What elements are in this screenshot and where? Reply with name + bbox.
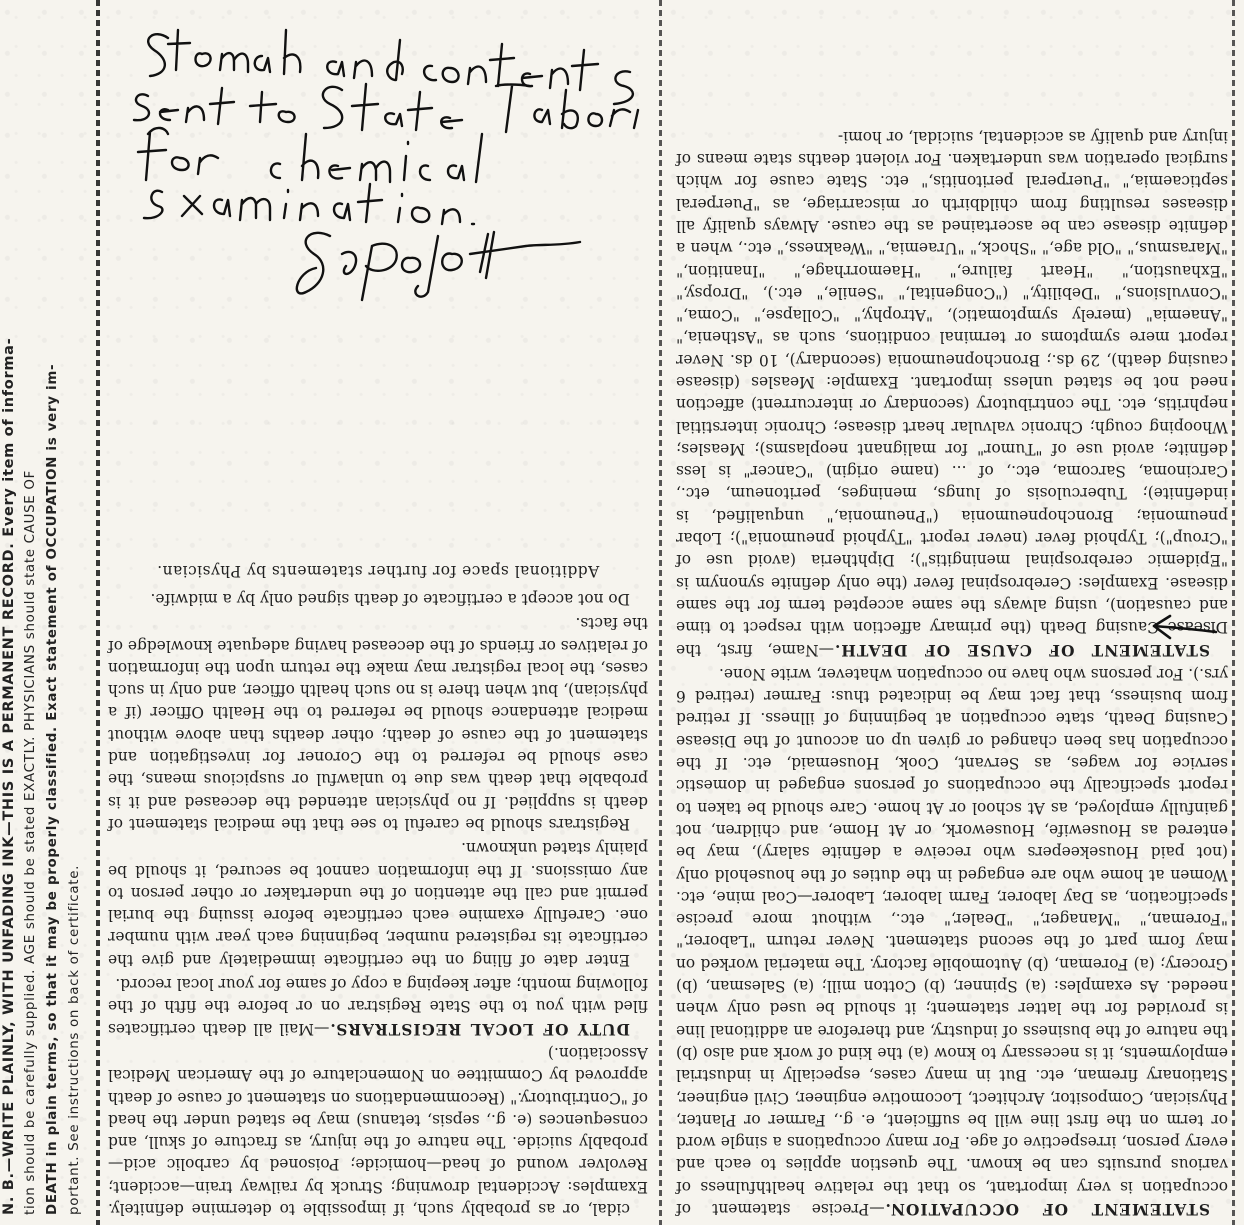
margin-line-1: N. B.—WRITE PLAINLY, WITH UNFADING INK—THIS IS A PERMANENT RECORD. Every item of informa- (1, 337, 17, 1215)
duty-text: —Mail all death certificates filed with you to the State Registrar on or before the fifth of the following month; after keeping a copy of same for your local record. (108, 975, 648, 1038)
medical-statement-instructions: Registrars should be careful to see that the medical statement of death is supplied. If no physician attended the deceased and it is probable that death was due to unlawful or suspicious means, the case should be referred to the Coroner for investigation and statement of the cause of death; other deaths than above without medical attendance should be referred to the Health Officer (if a physician), but when there is no such health officer, and only in such cases, the local registrar may make the return upon the information of relatives or friends of the deceased having adequate knowledge of the facts. (108, 614, 648, 833)
filing-instructions: Enter date of filing on the certificate immediately and give the certificate its registered number, beginning each year with number one. Carefully examine each certificate before issuing the burial permit and call the attention of the undertaker or other person to any omissions. If the information cannot be secured, it should be plainly stated unknown. (108, 839, 648, 969)
margin-line-4: portant. See instructions on back of certificate. (67, 864, 82, 1215)
occupation-and-cause-column (676, 80, 1228, 1220)
handdrawn-arrow-icon (1140, 610, 1220, 650)
cause-paragraph (676, 125, 1228, 660)
margin-line-3: DEATH in plain terms, so that it may be properly classified. Exact statement of OCCUPATION is very im- (45, 363, 60, 1215)
margin-instructions (0, 0, 96, 1225)
occupation-text: —Precise statement of occupation is very important, so that the relative healthfulness of various pursuits can be known. The question applies to each and every person, irrespective of age. For many occupations a single word or term on the first line will be sufficient, e. g., Farmer or Planter, Physician, Compositor, Architect, Locomotive engineer, Civil engineer, Stationary fireman, etc. But in many cases, especially in industrial employments, it is necessary to know (a) the kind of work and also (b) the nature of the business of industry, and therefore an additional line is provided for the latter statement; it should be used only when needed. As examples: (a) Spinner, (b) Cotton mill; (a) Salesman, (b) Grocery; (a) Foreman, (b) Automobile factory. The material worked on may form part of the second statement. Never return "Laborer," "Foreman," "Manager," "Dealer," etc., without more precise specification, as Day laborer, Farm laborer, Laborer—Coal mine, etc. Women at home who are engaged in the duties of the household only (not paid Housekeepers who receive a definite salary), may be entered as Housewife, Housework, or At Home, and children, not gainfully employed, as At school or At home. Care should be taken to report specifically the occupations of persons engaged in domestic service for wages, as Servant, Cook, Housemaid, etc. If the occupation has been changed or given up on account of the Disease Causing Death, state occupation at beginning of illness. If retired from business, that fact may be indicated thus: Farmer (retired 6 yrs.). For persons who have no occupation whatever, write None. (676, 664, 1228, 1218)
margin-line-2: tion should be carefully supplied. AGE should be stated EXACTLY. PHYSICIANS should state CAUSE OF (23, 469, 38, 1215)
fold-line-left (96, 0, 100, 1225)
occupation-heading: STATEMENT OF OCCUPATION. (884, 1200, 1210, 1218)
fold-line-middle (659, 0, 662, 1225)
cause-text: —Name, first, the Disease Causing Death (the primary affection with respect to time and causation), using always the same accepted term for the same disease. Examples: Cerebrospinal fever (the only definite synonym is "Epidemic cerebrospinal meningitis"); Diphtheria (avoid use of "Croup"); Typhoid fever (never report "Typhoid pneumonia"); Lobar pneumonia; Bronchopneumonia ("Pneumonia," unqualified, is indefinite); Tuberculosis of lungs, meninges, peritoneum, etc., Carcinoma, Sarcoma, etc., of ... (name origin) "Cancer" is less definite; avoid use of "Tumor" for malignant neoplasms); Measles; Whooping cough; Chronic valvular heart disease; Chronic interstitial nephritis, etc. The contributory (secondary or intercurrent) affection need not be stated unless important. Example: Measles (disease causing death), 29 ds.; Bronchopneumonia (secondary), 10 ds. Never report mere symptoms or terminal conditions, such as "Asthenia," "Anaemia" (merely symptomatic), "Atrophy," "Collapse," "Coma," "Convulsions," "Debility," ("Congenital," "Senile," etc.), "Dropsy," "Exhaustion," "Heart failure," "Haemorrhage," "Inanition," "Marasmus," "Old age," "Shock," "Uraemia," "Weakness," etc., when a definite disease can be ascertained as the cause. Always qualify all diseases resulting from childbirth or miscarriage, as "Puerperal septicaemia," "Puerperal peritonitis," etc. State cause for which surgical operation was undertaken. For violent deaths state means of injury and qualify as accidental, suicidal, or homi- (676, 127, 1228, 659)
cause-examples-continued: cidal, or as probably such, if impossible to determine definitely. Examples: Accidental drowning; Struck by railway train—accident; Revolver wound of head—homicide; Poisoned by carbolic acid—probably suicide. The nature of the injury, as fracture of skull, and consequences (e. g., sepsis, tetanus) may be stated under the head of "Contributory." (Recommendations on statement of cause of death approved by Committee on Nomenclature of the American Medical Association.) (108, 1043, 648, 1218)
margin-instructions-text (0, 95, 86, 1215)
midwife-rule: Do not accept a certificate of death signed only by a midwife. (150, 589, 630, 608)
additional-space-label: Additional space for further statements by Physician. (156, 561, 600, 580)
occupation-paragraph (676, 663, 1228, 1220)
handwritten-note (110, 10, 650, 330)
registrar-duty-paragraph (108, 973, 648, 1040)
cause-heading: STATEMENT OF CAUSE OF DEATH. (834, 640, 1210, 659)
fold-line-right (1232, 0, 1235, 1225)
registrar-instructions-column (108, 560, 648, 1220)
duty-heading: DUTY OF LOCAL REGISTRARS. (329, 1019, 630, 1038)
